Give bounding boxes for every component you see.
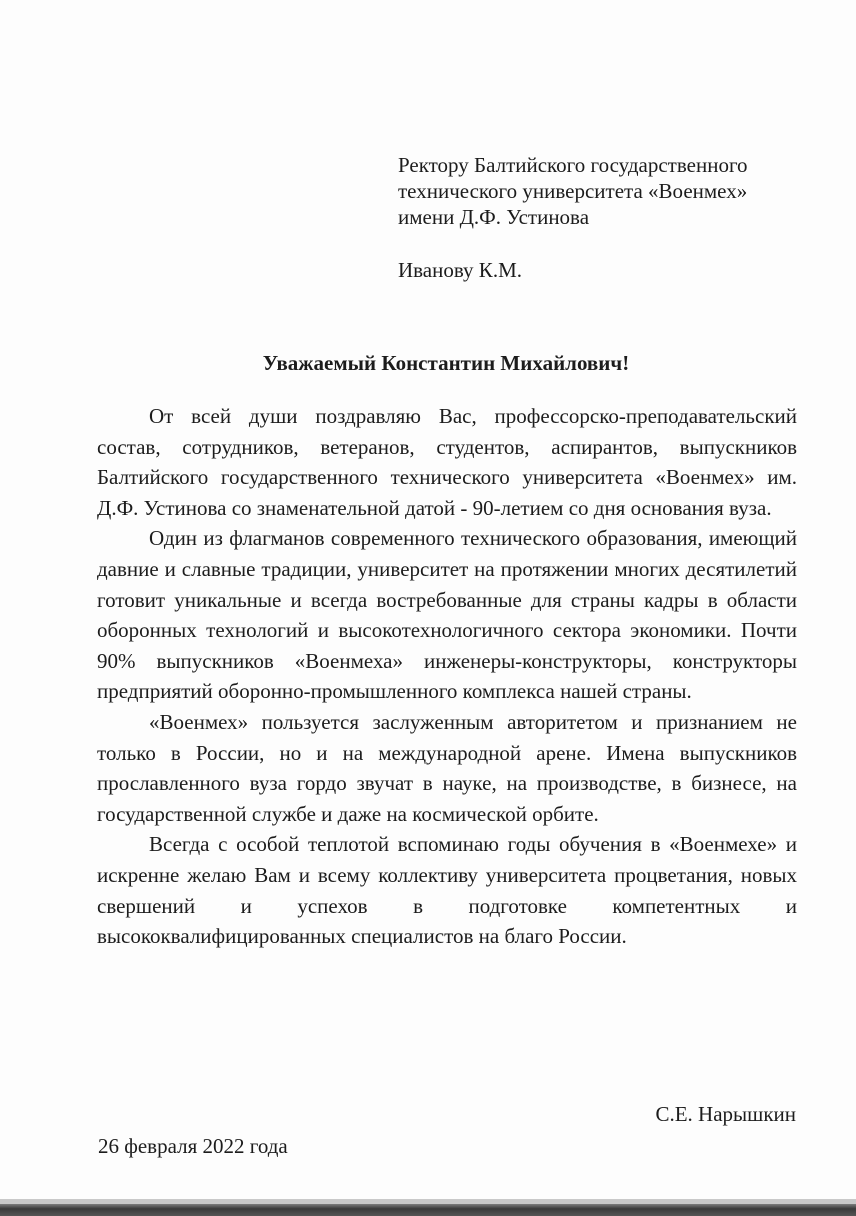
recipient-line-2: технического университета «Военмех» bbox=[398, 179, 748, 203]
recipient-line-1: Ректору Балтийского государственного bbox=[398, 153, 748, 177]
paragraph-congratulations: От всей души поздравляю Вас, профессорско-преподавательский состав, сотрудников, ветеранов, студентов, аспирантов, выпускников Балтийского государственного технического университета «Военмех» им. Д.Ф. Устинова со знаменательной датой - 90-летием со дня основания вуза. bbox=[97, 404, 797, 520]
recipient-address-block bbox=[398, 152, 748, 230]
letter-date: 26 февраля 2022 года bbox=[98, 1134, 288, 1158]
signature-name: С.Е. Нарышкин bbox=[655, 1102, 796, 1126]
paragraph-flagship: Один из флагманов современного технического образования, имеющий давние и славные традиции, университет на протяжении многих десятилетий готовит уникальные и всегда востребованные для страны кадры в области оборонных технологий и высокотехнологичного сектора экономики. Почти 90% выпускников «Военмеха» инженеры-конструкторы, конструкторы предприятий оборонно-промышленного комплекса нашей страны. bbox=[97, 526, 797, 704]
scan-bottom-edge bbox=[0, 1204, 856, 1216]
paragraph-wishes: Всегда с особой теплотой вспоминаю годы обучения в «Военмехе» и искренне желаю Вам и всему коллективу университета процветания, новых свершений и успехов в подготовке компетентных и высококвалифицированных специалистов на благо России. bbox=[97, 832, 797, 949]
paragraph-recognition: «Военмех» пользуется заслуженным авторитетом и признанием не только в России, но и на международной арене. Имена выпускников прославленного вуза гордо звучат в науке, на производстве, в бизнесе, на государственной службе и даже на космической орбите. bbox=[97, 709, 797, 826]
letter-body bbox=[97, 401, 797, 952]
recipient-name: Иванову К.М. bbox=[398, 258, 522, 282]
salutation-heading: Уважаемый Константин Михайлович! bbox=[262, 351, 630, 375]
recipient-line-3: имени Д.Ф. Устинова bbox=[398, 205, 590, 229]
